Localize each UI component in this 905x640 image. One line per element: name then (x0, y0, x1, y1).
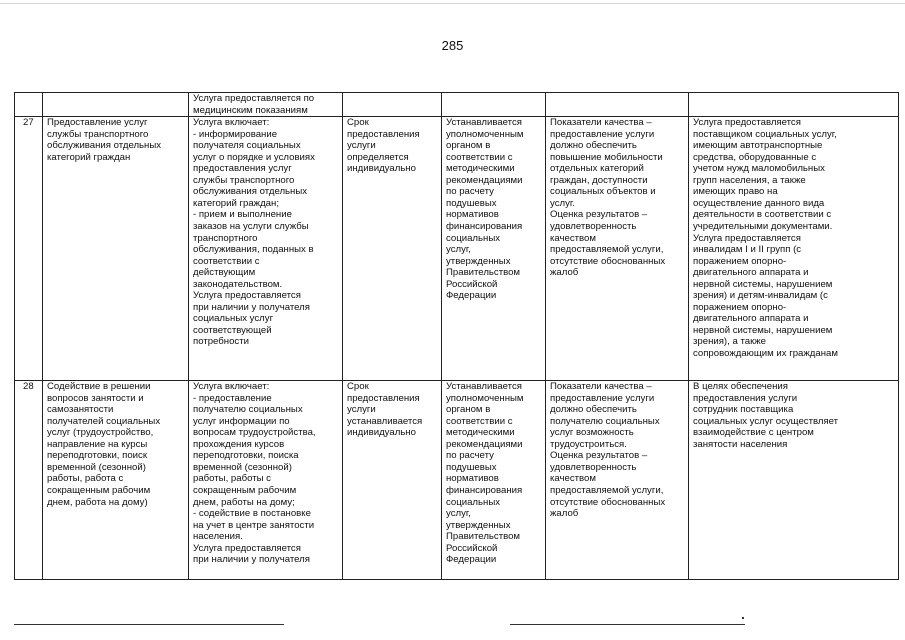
scan-top-edge (0, 3, 905, 4)
scan-bottom-line-right (510, 624, 745, 625)
cell-quality (546, 93, 689, 117)
cell-term: Срок предоставления услуги устанавливается индивидуально (343, 381, 442, 580)
cell-number: 27 (15, 117, 43, 381)
table-row-carry-over (15, 93, 899, 117)
cell-content: Услуга включает: - информирование получателя социальных услуг о порядке и условиях предоставления услуг службы транспортного обслуживания отдельных категорий граждан; - прием и выполнение заказов на услуги службы транспортного обслуживания, поданных в соответствии с действующим законодательством. Услуга предоставляется при наличии у получателя социальных услуг соответствующей потребности (189, 117, 343, 381)
cell-quality: Показатели качества – предоставление услуги должно обеспечить повышение мобильности отдельных категорий граждан, доступности социальных объектов и услуг. Оценка результатов – удовлетворенность качеством предоставляемой услуги, отсутствие обоснованных жалоб (546, 117, 689, 381)
cell-cost (442, 93, 546, 117)
cell-conditions: В целях обеспечения предоставления услуги сотрудник поставщика социальных услуг осуществляет взаимодействие с центром занятости населения (689, 381, 899, 580)
scan-speck (742, 617, 744, 619)
page-number: 285 (441, 38, 464, 53)
cell-cost: Устанавливается уполномоченным органом в соответствии с методическими рекомендациями по расчету подушевых нормативов финансирования социальных услуг, утвержденных Правительством Российской Федерации (442, 117, 546, 381)
cell-conditions: Услуга предоставляется поставщиком социальных услуг, имеющим автотранспортные средства, оборудованные с учетом нужд маломобильных групп населения, а также имеющих право на осуществление данного вида деятельности в соответствии с учредительными документами. Услуга предоставляется инвалидам I и II групп (с поражением опорно- двигательного аппарата и нервной системы, нарушением зрения) и детям-инвалидам (с поражением опорно- двигательного аппарата и нервной системы, нарушением зрения), а также сопровождающим их гражданам (689, 117, 899, 381)
cell-service: Предоставление услуг службы транспортного обслуживания отдельных категорий граждан (43, 117, 189, 381)
cell-term (343, 93, 442, 117)
services-table (14, 92, 899, 580)
cell-quality: Показатели качества – предоставление услуги должно обеспечить получателю социальных услуг возможность трудоустроиться. Оценка результатов – удовлетворенность качеством предоставляемой услуги, отсутствие обоснованных жалоб (546, 381, 689, 580)
table-row (15, 381, 899, 580)
cell-service (43, 93, 189, 117)
cell-number: 28 (15, 381, 43, 580)
cell-service: Содействие в решении вопросов занятости и самозанятости получателей социальных услуг (трудоустройство, направление на курсы переподготовки, поиск временной (сезонной) работы, работа с сокращенным рабочим днем, работа на дому) (43, 381, 189, 580)
cell-term: Срок предоставления услуги определяется индивидуально (343, 117, 442, 381)
cell-cost: Устанавливается уполномоченным органом в соответствии с методическими рекомендациями по расчету подушевых нормативов финансирования социальных услуг, утвержденных Правительством Российской Федерации (442, 381, 546, 580)
table-row (15, 117, 899, 381)
scan-bottom-line-left (14, 624, 284, 625)
cell-number (15, 93, 43, 117)
cell-conditions (689, 93, 899, 117)
cell-content: Услуга включает: - предоставление получателю социальных услуг информации по вопросам трудоустройства, прохождения курсов переподготовки, поиска временной (сезонной) работы, работы с сокращенным рабочим днем, работы на дому; - содействие в постановке на учет в центре занятости населения. Услуга предоставляется при наличии у получателя (189, 381, 343, 580)
cell-content: Услуга предоставляется по медицинским показаниям (189, 93, 343, 117)
